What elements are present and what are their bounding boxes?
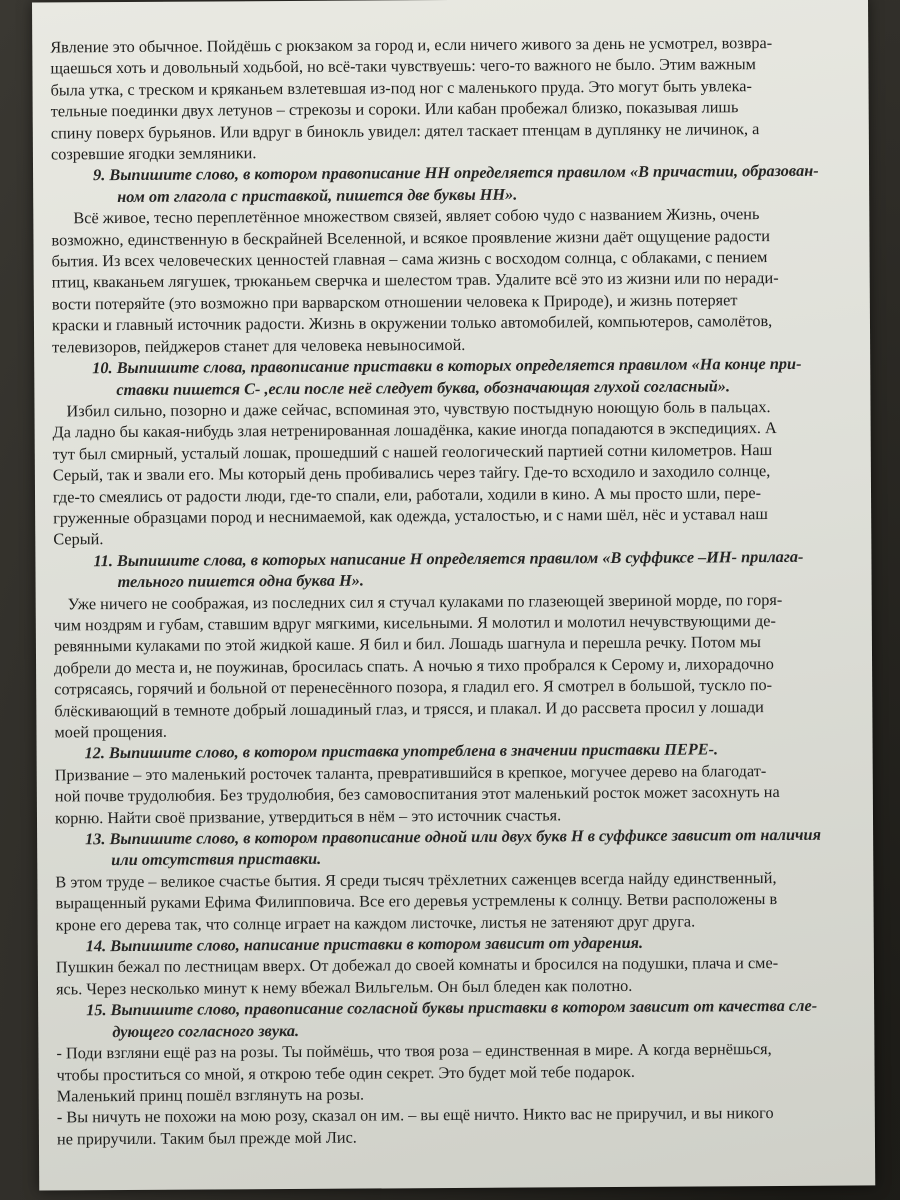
text-line: была утка, с треском и кряканьем взлетевшая из-под ног с маленького пруда. Это могут быть увлека- bbox=[50, 75, 752, 100]
text-line: краски и главный источник радости. Жизнь в окружении только автомобилей, компьютеров, самолётов, bbox=[51, 311, 773, 335]
text-paragraph-14 bbox=[56, 952, 858, 1000]
task-line: 14. Выпишите слово, написание приставки в котором зависит от ударения. bbox=[85, 932, 644, 956]
text-line: ревянными кулаками по этой жидкой каше. Я бил и бил. Лошадь шагнула и перешла речку. Потом мы bbox=[53, 632, 762, 656]
text-line: груженные образцами пород и неснимаемой, как одежда, усталостью, и с нами шёл, нёс и уставал наш bbox=[53, 504, 768, 528]
text-paragraph-9 bbox=[51, 203, 854, 358]
text-line: ной почве трудолюбия. Без трудолюбия, без самовоспитания этот маленький росток может засохнуть на bbox=[54, 782, 780, 806]
text-line: Маленький принц пошёл взглянуть на розы. bbox=[56, 1084, 365, 1106]
task-11 bbox=[53, 545, 855, 593]
text-line: кроне его дерева так, что солнце играет на каждом листочке, листья не затеняют друг друга. bbox=[55, 911, 696, 935]
text-paragraph-13 bbox=[55, 866, 857, 935]
text-line: моей прощения. bbox=[54, 721, 167, 742]
intro-paragraph bbox=[50, 32, 853, 165]
task-line: 15. Выпишите слово, правописание согласной буквы приставки в котором зависит от качества сле- bbox=[86, 996, 818, 1020]
task-line: тельного пишется одна буква Н». bbox=[117, 570, 364, 592]
text-line: Серый. bbox=[53, 529, 104, 549]
text-line: тут был смирный, усталый лошак, прошедший с нашей геологический партией сотни километров. Наш bbox=[52, 439, 773, 464]
task-line: ставки пишется С- ,если после неё следует буква, обозначающая глухой согласный». bbox=[116, 375, 731, 399]
text-line: возможно, единственную в бескрайней Вселенной, и всякое проявление жизни даёт ощущение радости bbox=[51, 225, 770, 250]
text-line: Избил сильно, позорно и даже сейчас, вспоминая это, чувствую постыдную ноющую боль в пальцах. bbox=[66, 396, 771, 421]
text-paragraph-12 bbox=[55, 759, 857, 828]
task-line: или отсутствия приставки. bbox=[111, 849, 322, 870]
text-paragraph-15 bbox=[56, 1038, 859, 1150]
text-line: сотрясаясь, горячий и больной от перенесённого позора, я гладил его. Я смотрел в большой, тускло по- bbox=[54, 675, 773, 699]
text-line: - Вы ничуть не похожи на мою розу, сказал он им. – вы ещё ничто. Никто вас не приручил, и вы никого bbox=[56, 1103, 774, 1127]
text-line: В этом труде – великое счастье бытия. Я среди тысяч трёхлетних саженцев всегда найду единственный, bbox=[55, 867, 777, 892]
text-line: Да ладно бы какая-нибудь злая нетренированная лошадёнка, какие иногда попадаются в экспедициях. А bbox=[52, 418, 777, 442]
paper-sheet bbox=[32, 0, 875, 1191]
text-line: чим ноздрям и губам, ставшим вдруг мягкими, кисельными. Я молотил и молотил нечувствующими де- bbox=[53, 610, 776, 635]
text-paragraph-10 bbox=[52, 395, 855, 550]
task-line: 10. Выпишите слова, правописание приставки в которых определяется правилом «На конце при- bbox=[92, 353, 802, 378]
task-line: 13. Выпишите слово, в котором правописание одной или двух букв Н в суффиксе зависит от наличия bbox=[85, 824, 822, 849]
task-line: 9. Выпишите слово, в котором правописание НН определяется правилом «В причастии, образован- bbox=[93, 161, 819, 185]
text-line: птиц, кваканьем лягушек, трюканьем сверчка и шелестом трав. Удалите всё это из жизни или по неради- bbox=[51, 268, 779, 292]
text-line: спину поверх бурьянов. Или вдруг в бинокль увидел: дятел таскает птенцам в дуплянку не личинок, а bbox=[50, 118, 760, 143]
text-paragraph-11 bbox=[54, 588, 857, 743]
task-line: ном от глагола с приставкой, пишется две буквы НН». bbox=[117, 184, 518, 206]
text-line: не приручили. Таким был прежде мой Лис. bbox=[56, 1127, 357, 1149]
text-line: Уже ничего не соображая, из последних сил я стучал кулаками по глазеющей звериной морде, по горя- bbox=[67, 589, 783, 613]
text-line: Явление это обычное. Пойдёшь с рюкзаком за город и, если ничего живого за день не усмотрел, возвра- bbox=[50, 33, 773, 57]
text-line: чтобы проститься со мной, я открою тебе один секрет. Это будет мой тебе подарок. bbox=[56, 1061, 635, 1084]
text-line: ясь. Через несколько минут к нему вбежал Вильгельм. Он был бледен как полотно. bbox=[55, 975, 633, 999]
text-line: выращенный руками Ефима Филипповича. Все его деревья устремлены к солнцу. Ветви расположены в bbox=[55, 889, 778, 913]
task-line: 12. Выпишите слово, в котором приставка употреблена в значении приставки ПЕРЕ-. bbox=[84, 739, 719, 763]
text-line: вости потеряйте (это возможно при варварском отношении человека к Природе), и жизнь потеряет bbox=[51, 290, 738, 314]
text-line: где-то смеялись от радости люди, где-то спали, ели, работали, ходили в кино. А мы просто шли, пере- bbox=[52, 482, 762, 506]
text-line: созревшие ягодки земляники. bbox=[50, 143, 257, 164]
document-body bbox=[50, 32, 859, 1150]
text-line: Пушкин бежал по лестницам вверх. От добежал до своей комнаты и бросился на подушки, плача и сме- bbox=[55, 953, 779, 977]
text-line: тельные поединки двух летунов – стрекозы и сороки. Или кабан пробежал близко, показывая лишь bbox=[50, 97, 739, 121]
task-line: дующего согласного звука. bbox=[112, 1020, 300, 1041]
text-line: корню. Найти своё призвание, утвердиться в нём – это источник счастья. bbox=[54, 804, 562, 828]
text-line: Призвание – это маленький росточек таланта, превратившийся в крепкое, могучее дерево на благодат- bbox=[54, 760, 767, 785]
text-line: телевизоров, пейджеров станет для человека невыносимой. bbox=[52, 334, 466, 357]
text-line: Серый, так и звали его. Мы который день пробивались через тайгу. Где-то всходило и заходило солнце, bbox=[52, 461, 771, 485]
task-9 bbox=[51, 160, 853, 208]
task-10 bbox=[52, 353, 854, 401]
text-line: блёскивающий в темноте добрый лошадиный глаз, и трясся, и плакал. И до рассвета просил у лошади bbox=[54, 696, 764, 721]
text-line: добрели до места и, не поужинав, бросилась спать. А ночью я тихо пробрался к Серому и, лихорадочно bbox=[54, 653, 774, 678]
text-line: - Поди взгляни ещё раз на розы. Ты поймёшь, что твоя роза – единственная в мире. А когда вернёшься, bbox=[56, 1039, 772, 1063]
text-line: Всё живое, тесно переплетённое множеством связей, являет собою чудо с названием Жизнь, очень bbox=[73, 204, 760, 228]
task-15 bbox=[56, 995, 858, 1043]
task-line: 11. Выпишите слова, в которых написание Н определяется правилом «В суффиксе –ИН- прилага- bbox=[93, 546, 804, 570]
text-line: щаешься хоть и довольный ходьбой, но всё-таки чувствуешь: чего-то важного не было. Этим важным bbox=[50, 54, 756, 78]
task-13 bbox=[55, 824, 857, 872]
text-line: бытия. Из всех человеческих ценностей главная – сама жизнь с восходом солнца, с облаками, с пением bbox=[51, 247, 768, 271]
